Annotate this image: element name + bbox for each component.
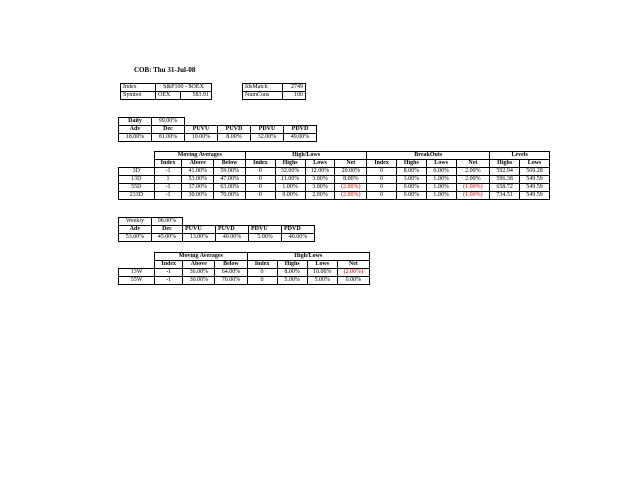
index-value: S&P100 - $OEX	[156, 84, 212, 92]
col-header-ma-above: Above	[182, 160, 214, 168]
daily-cell: 12.00%	[305, 168, 335, 176]
weekly-cell: (2.00%)	[337, 269, 369, 277]
weekly-cell: 0	[247, 269, 277, 277]
daily-cell: 0	[367, 192, 397, 200]
daily-header-pdvu: PDVU	[251, 126, 284, 134]
weekly-value-adv: 53.00%	[119, 234, 152, 242]
col-header-bo-net: Net	[456, 160, 490, 168]
daily-cell: 1.00%	[426, 176, 456, 184]
index-label: Index	[121, 84, 156, 92]
weekly-col-header-hl-lows: Lows	[307, 261, 337, 269]
daily-cell: 0	[367, 168, 397, 176]
weekly-cell: 36.00%	[183, 269, 215, 277]
daily-cell: 63.00%	[214, 184, 246, 192]
daily-cell: 20.00%	[335, 168, 367, 176]
cob-title: COB: Thu 31-Jul-08	[134, 66, 196, 74]
weekly-value-pdvu: 5.00%	[249, 234, 282, 242]
col-header-lv-lows: Lows	[520, 160, 550, 168]
daily-column-headers	[119, 160, 550, 168]
match-info-table	[242, 83, 306, 100]
weekly-cell: 70.00%	[215, 277, 247, 285]
daily-row	[119, 168, 550, 176]
daily-breadth-table	[118, 117, 317, 142]
daily-value-dec: 81.00%	[152, 134, 185, 142]
daily-cell: 569.28	[520, 168, 550, 176]
daily-cell: 11.00%	[275, 176, 305, 184]
daily-row	[119, 176, 550, 184]
daily-group-levels: Levels	[490, 152, 550, 160]
weekly-col-header-hl-net: Net	[337, 261, 369, 269]
daily-header-adv: Adv	[119, 126, 152, 134]
daily-cell: 0	[245, 168, 275, 176]
ids-match-label: IdsMatch	[243, 84, 283, 92]
daily-cell: 3.00%	[396, 176, 426, 184]
col-header-bo-highs: Highs	[396, 160, 426, 168]
weekly-row	[119, 269, 370, 277]
daily-group-breakouts: BreakOuts	[367, 152, 490, 160]
daily-cell: (1.00%)	[456, 192, 490, 200]
weekly-cell: 0.00%	[337, 277, 369, 285]
weekly-col-header-hl-highs: Highs	[277, 261, 307, 269]
daily-cell: 549.59	[520, 192, 550, 200]
daily-pct: 99.00%	[152, 118, 185, 126]
weekly-row-label: 13W	[119, 269, 155, 277]
daily-row-label: 3D	[119, 168, 155, 176]
daily-cell: 1	[154, 176, 182, 184]
col-header-ma-below: Below	[214, 160, 246, 168]
daily-value-pdvu: 32.00%	[251, 134, 284, 142]
daily-row	[119, 192, 550, 200]
symbol-label: Symbol	[121, 92, 156, 100]
ids-match-value: 2749	[282, 84, 305, 92]
weekly-header-puvu: PUVU	[183, 226, 216, 234]
weekly-cell: 0	[247, 277, 277, 285]
daily-cell: 549.59	[520, 184, 550, 192]
daily-value-adv: 18.00%	[119, 134, 152, 142]
col-header-lv-highs: Highs	[490, 160, 520, 168]
weekly-header-pdvd: PDVD	[282, 226, 315, 234]
daily-cell: (2.00%)	[335, 184, 367, 192]
daily-cell: 0	[367, 184, 397, 192]
num-cons-value: 100	[282, 92, 305, 100]
daily-row-label: 13D	[119, 176, 155, 184]
col-header-hl-highs: Highs	[275, 160, 305, 168]
weekly-cell: 5.00%	[277, 277, 307, 285]
daily-cell: 30.00%	[182, 192, 214, 200]
weekly-value-pdvd: 40.00%	[282, 234, 315, 242]
weekly-breadth-table	[118, 217, 315, 242]
daily-cell: 53.00%	[182, 176, 214, 184]
daily-cell: -1	[154, 184, 182, 192]
daily-header-pdvd: PDVD	[284, 126, 317, 134]
symbol-value: OEX	[156, 92, 181, 100]
daily-cell: 0.00%	[396, 192, 426, 200]
daily-cell: 2.00%	[456, 176, 490, 184]
weekly-cell: 10.00%	[307, 269, 337, 277]
daily-group-high-lows: High/Lows	[245, 152, 366, 160]
daily-cell: 8.00%	[335, 176, 367, 184]
weekly-value-dec: 45.00%	[152, 234, 183, 242]
daily-row-label: 55D	[119, 184, 155, 192]
daily-cell: 70.00%	[214, 192, 246, 200]
daily-row-label: 233D	[119, 192, 155, 200]
weekly-grid	[118, 252, 370, 285]
weekly-pct: 98.00%	[152, 218, 183, 226]
symbol-price: 583.91	[181, 92, 212, 100]
col-header-hl-index: Index	[245, 160, 275, 168]
weekly-label: Weekly	[119, 218, 152, 226]
daily-header-dec: Dec	[152, 126, 185, 134]
daily-cell: -1	[154, 168, 182, 176]
col-header-bo-index: Index	[367, 160, 397, 168]
daily-cell: 0	[367, 176, 397, 184]
weekly-value-puvd: 40.00%	[216, 234, 249, 242]
weekly-group-moving-averages: Moving Averages	[155, 253, 247, 261]
daily-cell: 6.00%	[426, 168, 456, 176]
weekly-header-dec: Dec	[152, 226, 183, 234]
daily-cell: 734.51	[490, 192, 520, 200]
daily-cell: 592.94	[490, 168, 520, 176]
weekly-col-header-hl-index: Index	[247, 261, 277, 269]
weekly-col-header-ma-below: Below	[215, 261, 247, 269]
daily-cell: 3.00%	[305, 184, 335, 192]
daily-cell: -1	[154, 192, 182, 200]
weekly-header-adv: Adv	[119, 226, 152, 234]
weekly-cell: 30.00%	[183, 277, 215, 285]
weekly-group-high-lows: High/Lows	[247, 253, 370, 261]
weekly-cell: 8.00%	[277, 269, 307, 277]
daily-cell: 0.00%	[275, 192, 305, 200]
daily-cell: 47.00%	[214, 176, 246, 184]
daily-cell: 2.00%	[456, 168, 490, 176]
index-info-table	[120, 83, 212, 100]
daily-cell: 59.00%	[214, 168, 246, 176]
daily-value-puvu: 10.00%	[185, 134, 218, 142]
daily-cell: (2.00%)	[335, 192, 367, 200]
weekly-cell: -1	[155, 269, 183, 277]
daily-cell: 8.00%	[396, 168, 426, 176]
weekly-cell: 64.00%	[215, 269, 247, 277]
daily-row	[119, 184, 550, 192]
daily-cell: 658.72	[490, 184, 520, 192]
daily-cell: 0	[245, 192, 275, 200]
weekly-value-puvu: 13.00%	[183, 234, 216, 242]
weekly-header-pdvu: PDVU	[249, 226, 282, 234]
daily-cell: 1.00%	[275, 184, 305, 192]
col-header-hl-net: Net	[335, 160, 367, 168]
daily-cell: 0.00%	[396, 184, 426, 192]
weekly-column-headers	[119, 261, 370, 269]
daily-cell: 596.38	[490, 176, 520, 184]
weekly-col-header-ma-above: Above	[183, 261, 215, 269]
daily-cell: 1.00%	[426, 184, 456, 192]
col-header-hl-lows: Lows	[305, 160, 335, 168]
daily-cell: (1.00%)	[456, 184, 490, 192]
weekly-col-header-ma-index: Index	[155, 261, 183, 269]
weekly-header-puvd: PUVD	[216, 226, 249, 234]
daily-cell: 0	[245, 176, 275, 184]
weekly-row-label: 55W	[119, 277, 155, 285]
daily-value-puvd: 8.00%	[218, 134, 251, 142]
daily-header-puvd: PUVD	[218, 126, 251, 134]
daily-header-puvu: PUVU	[185, 126, 218, 134]
daily-grid	[118, 151, 550, 200]
col-header-bo-lows: Lows	[426, 160, 456, 168]
daily-cell: 2.00%	[305, 192, 335, 200]
weekly-cell: -1	[155, 277, 183, 285]
daily-group-moving-averages: Moving Averages	[154, 152, 245, 160]
daily-cell: 0	[245, 184, 275, 192]
daily-cell: 549.59	[520, 176, 550, 184]
weekly-row	[119, 277, 370, 285]
daily-cell: 3.00%	[305, 176, 335, 184]
col-header-ma-index: Index	[154, 160, 182, 168]
daily-cell: 1.00%	[426, 192, 456, 200]
daily-cell: 41.00%	[182, 168, 214, 176]
num-cons-label: NumCons	[243, 92, 283, 100]
weekly-cell: 5.00%	[307, 277, 337, 285]
daily-cell: 37.00%	[182, 184, 214, 192]
daily-cell: 32.00%	[275, 168, 305, 176]
daily-label: Daily	[119, 118, 152, 126]
daily-value-pdvd: 49.00%	[284, 134, 317, 142]
